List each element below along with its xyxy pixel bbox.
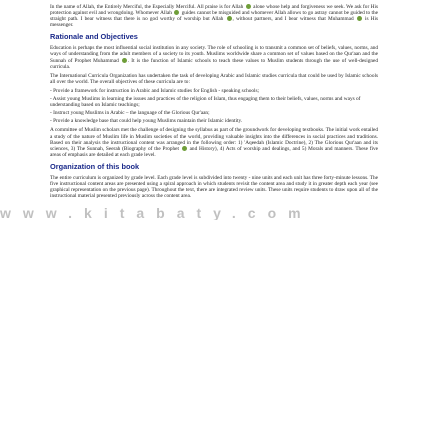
objective-item: - Assist young Muslims in learning the issues and practices of the religion of Islam, thus engaging them to their beliefs, values, norms and ways of understanding based on Islamic teachings; [50,96,361,109]
honorific-icon [357,16,362,21]
objective-item: - Instruct young Muslims in Arabic – the language of the Glorious Qur'aan; [50,110,210,117]
intro-paragraph [50,4,378,28]
rationale-text-3a: A committee of Muslim scholars met the challenge of designing the syllabus as part of the groundwork for developing textbooks. The initial work entailed a study of the nature of Muslim life in Muslim societies of the world, providing valuable insights into the differences in social practices and traditions. Based on their analysis the instructional content was arranged in the following order: 1) 'Aqeedah (Islamic Doctrine), 2) The Glorious Qur'aan and its sciences, 3) The Sunnah, Seerah (Biography of the Prophet [50,127,378,152]
objective-item: - Provide a framework for instruction in Arabic and Islamic studies for English - speaking schools; [50,87,260,94]
section-heading-organization: Organization of this book [50,161,140,171]
intro-text-2: alone whose help and forgiveness we seek. We ask for His protection against evil and wrongdoing. Whomever Allah [50,4,379,17]
rationale-text-1a: Education is perhaps the most influential social institution in any society. The role of schooling is to transmit a common set of beliefs, values, norms, and ways of understanding from the adult members of a society to its youth. Muslims worldwide share a common set of values based on the Qur'aan and the Sunnah of Prophet Muhammad [50,45,378,64]
honorific-icon [182,146,187,151]
watermark: www.kitabaty.com [0,206,313,220]
rationale-paragraph-1 [50,45,378,69]
honorific-icon [122,58,127,63]
rationale-paragraph-2: The International Curricula Organization has undertaken the task of developing Arabic and Islamic studies curricula that could be used by Islamic schools all over the world. The overall objectives of these curricula are to: [50,72,378,85]
honorific-icon [227,16,232,21]
objective-item: - Provide a knowledge base that could help young Muslims maintain their Islamic identity. [50,118,243,125]
intro-text-4: , without partners, and I bear witness that Muhammad [232,16,354,23]
intro-text-3: guides cannot be misguided and whomever Allah allows to go astray cannot be guided to the straight path. I bear witness that there is no god worthy of worship but Allah [50,10,379,23]
intro-text-1: In the name of Allah, the Entirely Merciful, the Especially Merciful. All praise is for Allah [50,4,244,10]
objectives-list [50,88,378,124]
rationale-paragraph-3 [50,127,378,157]
honorific-icon [246,4,251,9]
organization-paragraph-1: The entire curriculum is organized by grade level. Each grade level is subdivided into twenty - nine units and each unit has three forty-minute lessons. The five instructional content areas are presented using a spiral approach in which students revisit the content area and study it in greater depth each year (see graphical representation on the previous page). Throughout the text, there are integrated review units. These units require students to draw upon all of the instructional material presented previously across the content area. [50,174,378,200]
rationale-text-1b: . It is the function of Islamic schools to teach these values to Muslim students through the use of well-designed curricula. [50,57,379,70]
honorific-icon [174,10,179,15]
document-page [50,4,378,202]
section-heading-rationale: Rationale and Objectives [50,32,138,42]
rationale-text-3b: and History), 4) Acts of worship and dealings, and 5) Morals and manners. These five areas of emphasis are detailed at each grade level. [50,145,378,158]
intro-text-5: is His messenger. [50,16,379,29]
